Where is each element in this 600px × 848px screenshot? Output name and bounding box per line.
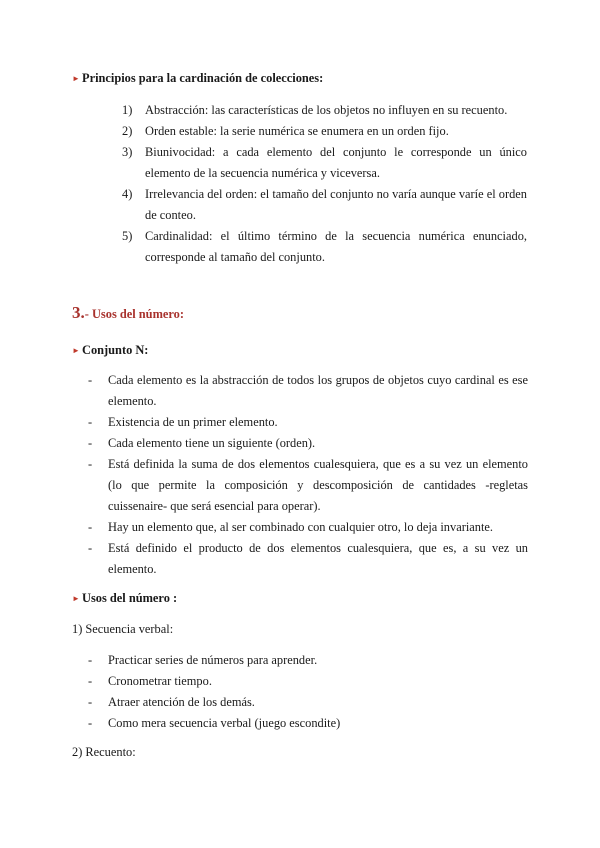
item-text: Irrelevancia del orden: el tamaño del conjunto no varía aunque varíe el orden de conteo. [145,187,527,222]
item-text: Está definido el producto de dos elementos cualesquiera, que es, a su vez un elemento. [108,541,528,576]
item-text: Cada elemento es la abstracción de todos los grupos de objetos cuyo cardinal es ese elemento. [108,373,528,408]
item-text: Orden estable: la serie numérica se enumera en un orden fijo. [145,124,449,138]
arrow-bullet-icon: ► [72,346,80,355]
dash-marker: - [88,653,93,667]
dash-marker: - [88,674,93,688]
dash-marker: - [88,716,93,730]
usos-heading [72,588,177,609]
principles-item [122,184,527,226]
dash-marker: - [88,436,93,450]
item-marker: 2) [122,124,133,138]
principles-list [122,100,527,268]
subheading-secuencia-verbal: 1) Secuencia verbal: [72,622,174,636]
item-text: Abstracción: las características de los objetos no influyen en su recuento. [145,103,508,117]
section-title-text: - Usos del número: [84,307,184,321]
list-item [88,433,528,454]
list-item [88,370,528,412]
list-item [88,454,528,517]
item-text: Existencia de un primer elemento. [108,415,278,429]
section-3-title [72,302,184,325]
dash-marker: - [88,373,93,387]
item-text: Atraer atención de los demás. [108,695,255,709]
item-marker: 1) [122,103,133,117]
item-text: Biunivocidad: a cada elemento del conjunto le corresponde un único elemento de la secuencia numérica y viceversa. [145,145,527,180]
item-text: Cronometrar tiempo. [108,674,212,688]
list-item [88,713,528,734]
arrow-bullet-icon: ► [72,74,80,83]
principles-item [122,142,527,184]
usos-list [88,650,528,734]
list-item [88,412,528,433]
item-marker: 5) [122,229,133,243]
dash-marker: - [88,541,93,555]
item-text: Está definida la suma de dos elementos cualesquiera, que es a su vez un elemento (lo que permite la composición y descomposición de cantidades -regletas cuissenaire- que será esencial para operar). [108,457,528,513]
list-item [88,671,528,692]
arrow-bullet-icon: ► [72,594,80,603]
item-text: Como mera secuencia verbal (juego escondite) [108,716,341,730]
conjunto-list [88,370,528,580]
item-text: Practicar series de números para aprender. [108,653,318,667]
dash-marker: - [88,457,93,471]
principles-heading-text: Principios para la cardinación de colecciones: [82,71,324,85]
dash-marker: - [88,520,93,534]
principles-item [122,121,527,142]
list-item [88,517,528,538]
conjunto-heading [72,340,148,361]
item-text: Cardinalidad: el último término de la secuencia numérica enunciado, corresponde al tamaño del conjunto. [145,229,527,264]
list-item [88,650,528,671]
dash-marker: - [88,695,93,709]
principles-heading [72,68,323,89]
section-number: 3. [72,303,85,322]
list-item [88,692,528,713]
dash-marker: - [88,415,93,429]
item-marker: 3) [122,145,133,159]
list-item [88,538,528,580]
item-text: Cada elemento tiene un siguiente (orden). [108,436,316,450]
item-marker: 4) [122,187,133,201]
conjunto-heading-text: Conjunto N: [82,343,149,357]
principles-item [122,226,527,268]
subheading-recuento: 2) Recuento: [72,745,136,759]
usos-heading-text: Usos del número : [82,591,178,605]
principles-item [122,100,527,121]
item-text: Hay un elemento que, al ser combinado con cualquier otro, lo deja invariante. [108,520,494,534]
